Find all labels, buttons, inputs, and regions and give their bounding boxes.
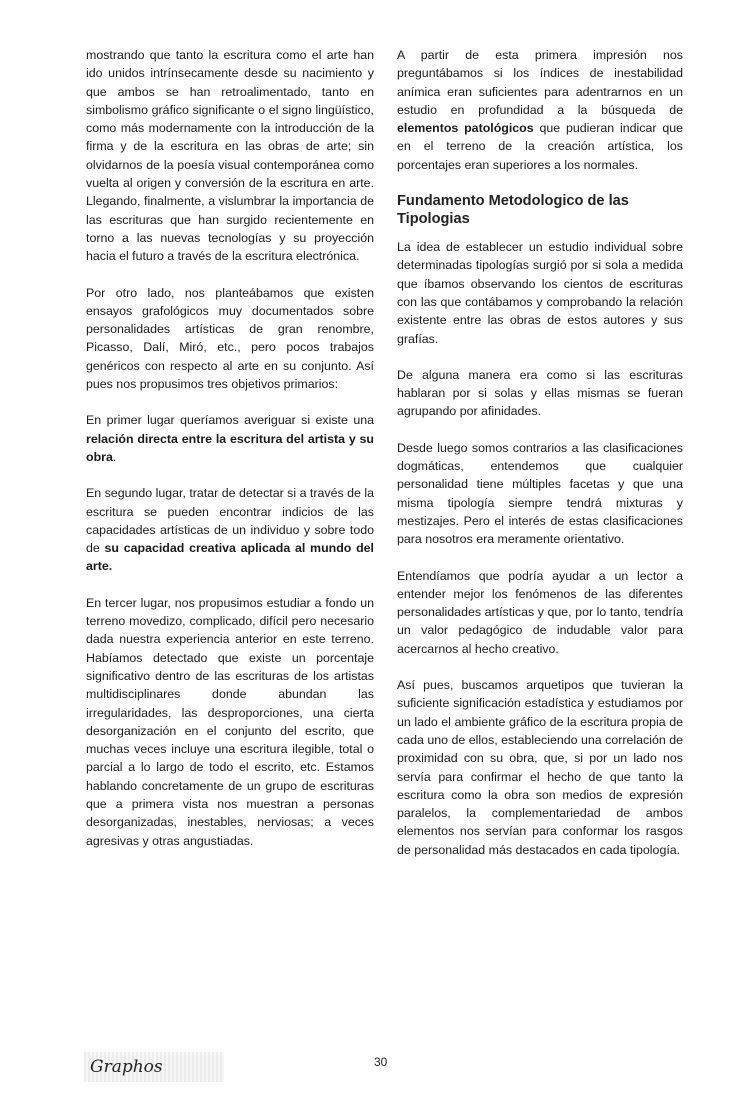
emphasis-text: elementos patológicos [397, 121, 534, 136]
emphasis-text: relación directa entre la escritura del artista y su obra [86, 431, 374, 464]
right-paragraph-1: A partir de esta primera impresión nos preguntábamos si los índices de inestabilidad anímica eran suficientes para adentrarnos en un estudio en profundidad a la búsqueda de elementos patológicos que pudieran indicar que en el terreno de la creación artística, los porcentajes eran superiores a los normales. [397, 48, 683, 172]
graphos-logo: Graphos [84, 1052, 224, 1082]
left-paragraph-5: En tercer lugar, nos propusimos estudiar a fondo un terreno movedizo, complicado, difícil pero necesario dada nuestra experiencia anterior en este terreno. Habíamos detectado que existe un porcentaje significativo dentro de las escrituras de los artistas multidisciplinares donde abundan las irregularidades, las desproporciones, una cierta desorganización en el conjunto del escrito, que muchas veces incluye una escritura ilegible, total o parcial a lo largo de todo el escrito, etc. Estamos hablando concretamente de un grupo de escrituras que a primera vista nos muestran a personas desorganizadas, inestables, nerviosas; a veces agresivas y otras angustiadas. [86, 595, 374, 848]
section-heading: Fundamento Metodologico de las Tipologias [397, 193, 629, 228]
left-paragraph-4: En segundo lugar, tratar de detectar si a través de la escritura se pueden encontrar indicios de las capacidades artísticas de un individuo y sobre todo de su capacidad creativa aplicada al mundo del arte. [86, 486, 374, 574]
right-paragraph-4: Desde luego somos contrarios a las clasificaciones dogmáticas, entendemos que cualquier personalidad tiene múltiples facetas y que una misma tipología siempre tendrá mixturas y mestizajes. Pero el interés de estas clasificaciones para nosotros era meramente orientativo. [397, 440, 683, 547]
right-column [397, 46, 683, 877]
left-paragraph-2: Por otro lado, nos planteábamos que existen ensayos grafológicos muy documentados sobre personalidades artísticas de gran renombre, Picasso, Dalí, Miró, etc., pero pocos trabajos genéricos con respecto al arte en su conjunto. Así pues nos propusimos tres objetivos primarios: [86, 285, 374, 392]
left-column [86, 46, 374, 868]
right-paragraph-2: La idea de establecer un estudio individual sobre determinadas tipologías surgió por si sola a medida que íbamos observando los cientos de escrituras con las que contábamos y comprobando la relación existente entre las obras de estos autores y sus grafías. [397, 240, 683, 346]
left-paragraph-1: mostrando que tanto la escritura como el arte han ido unidos intrínsecamente desde su nacimiento y que ambos se han retroalimentado, tanto en simbolismo gráfico significante o el signo lingüístico, como más modernamente con la introducción de la firma y de la escritura en las obras de arte; sin olvidarnos de la poesía visual contemporánea como vuelta al origen y conversión de la escritura en arte. Llegando, finalmente, a vislumbrar la importancia de las escrituras que han surgido recientemente en torno a las nuevas tecnologías y su proyección hacia el futuro a través de la escritura electrónica. [86, 48, 374, 264]
left-paragraph-3: En primer lugar queríamos averiguar si existe una relación directa entre la escritura del artista y su obra. [86, 413, 374, 464]
page-number: 30 [374, 1055, 388, 1069]
right-paragraph-3: De alguna manera era como si las escrituras hablaran por si solas y ellas mismas se fueran agrupando por afinidades. [397, 367, 683, 419]
emphasis-text: su capacidad creativa aplicada al mundo del arte. [86, 541, 374, 574]
right-paragraph-5: Entendíamos que podría ayudar a un lector a entender mejor los fenómenos de las diferentes personalidades artísticas y que, por lo tanto, tendría un valor pedagógico de indudable valor para acercarnos al hecho creativo. [397, 568, 683, 656]
right-paragraph-6: Así pues, buscamos arquetipos que tuvieran la suficiente significación estadística y estudiamos por un lado el ambiente gráfico de la escritura propia de cada uno de ellos, estableciendo una correlación de proximidad con su obra, que, si por un lado nos servía para confirmar el hecho de que tanto la escritura como la obra son medios de expresión paralelos, la complementariedad de ambos elementos nos servían para conformar los rasgos de personalidad más destacados en cada tipología. [397, 678, 683, 857]
